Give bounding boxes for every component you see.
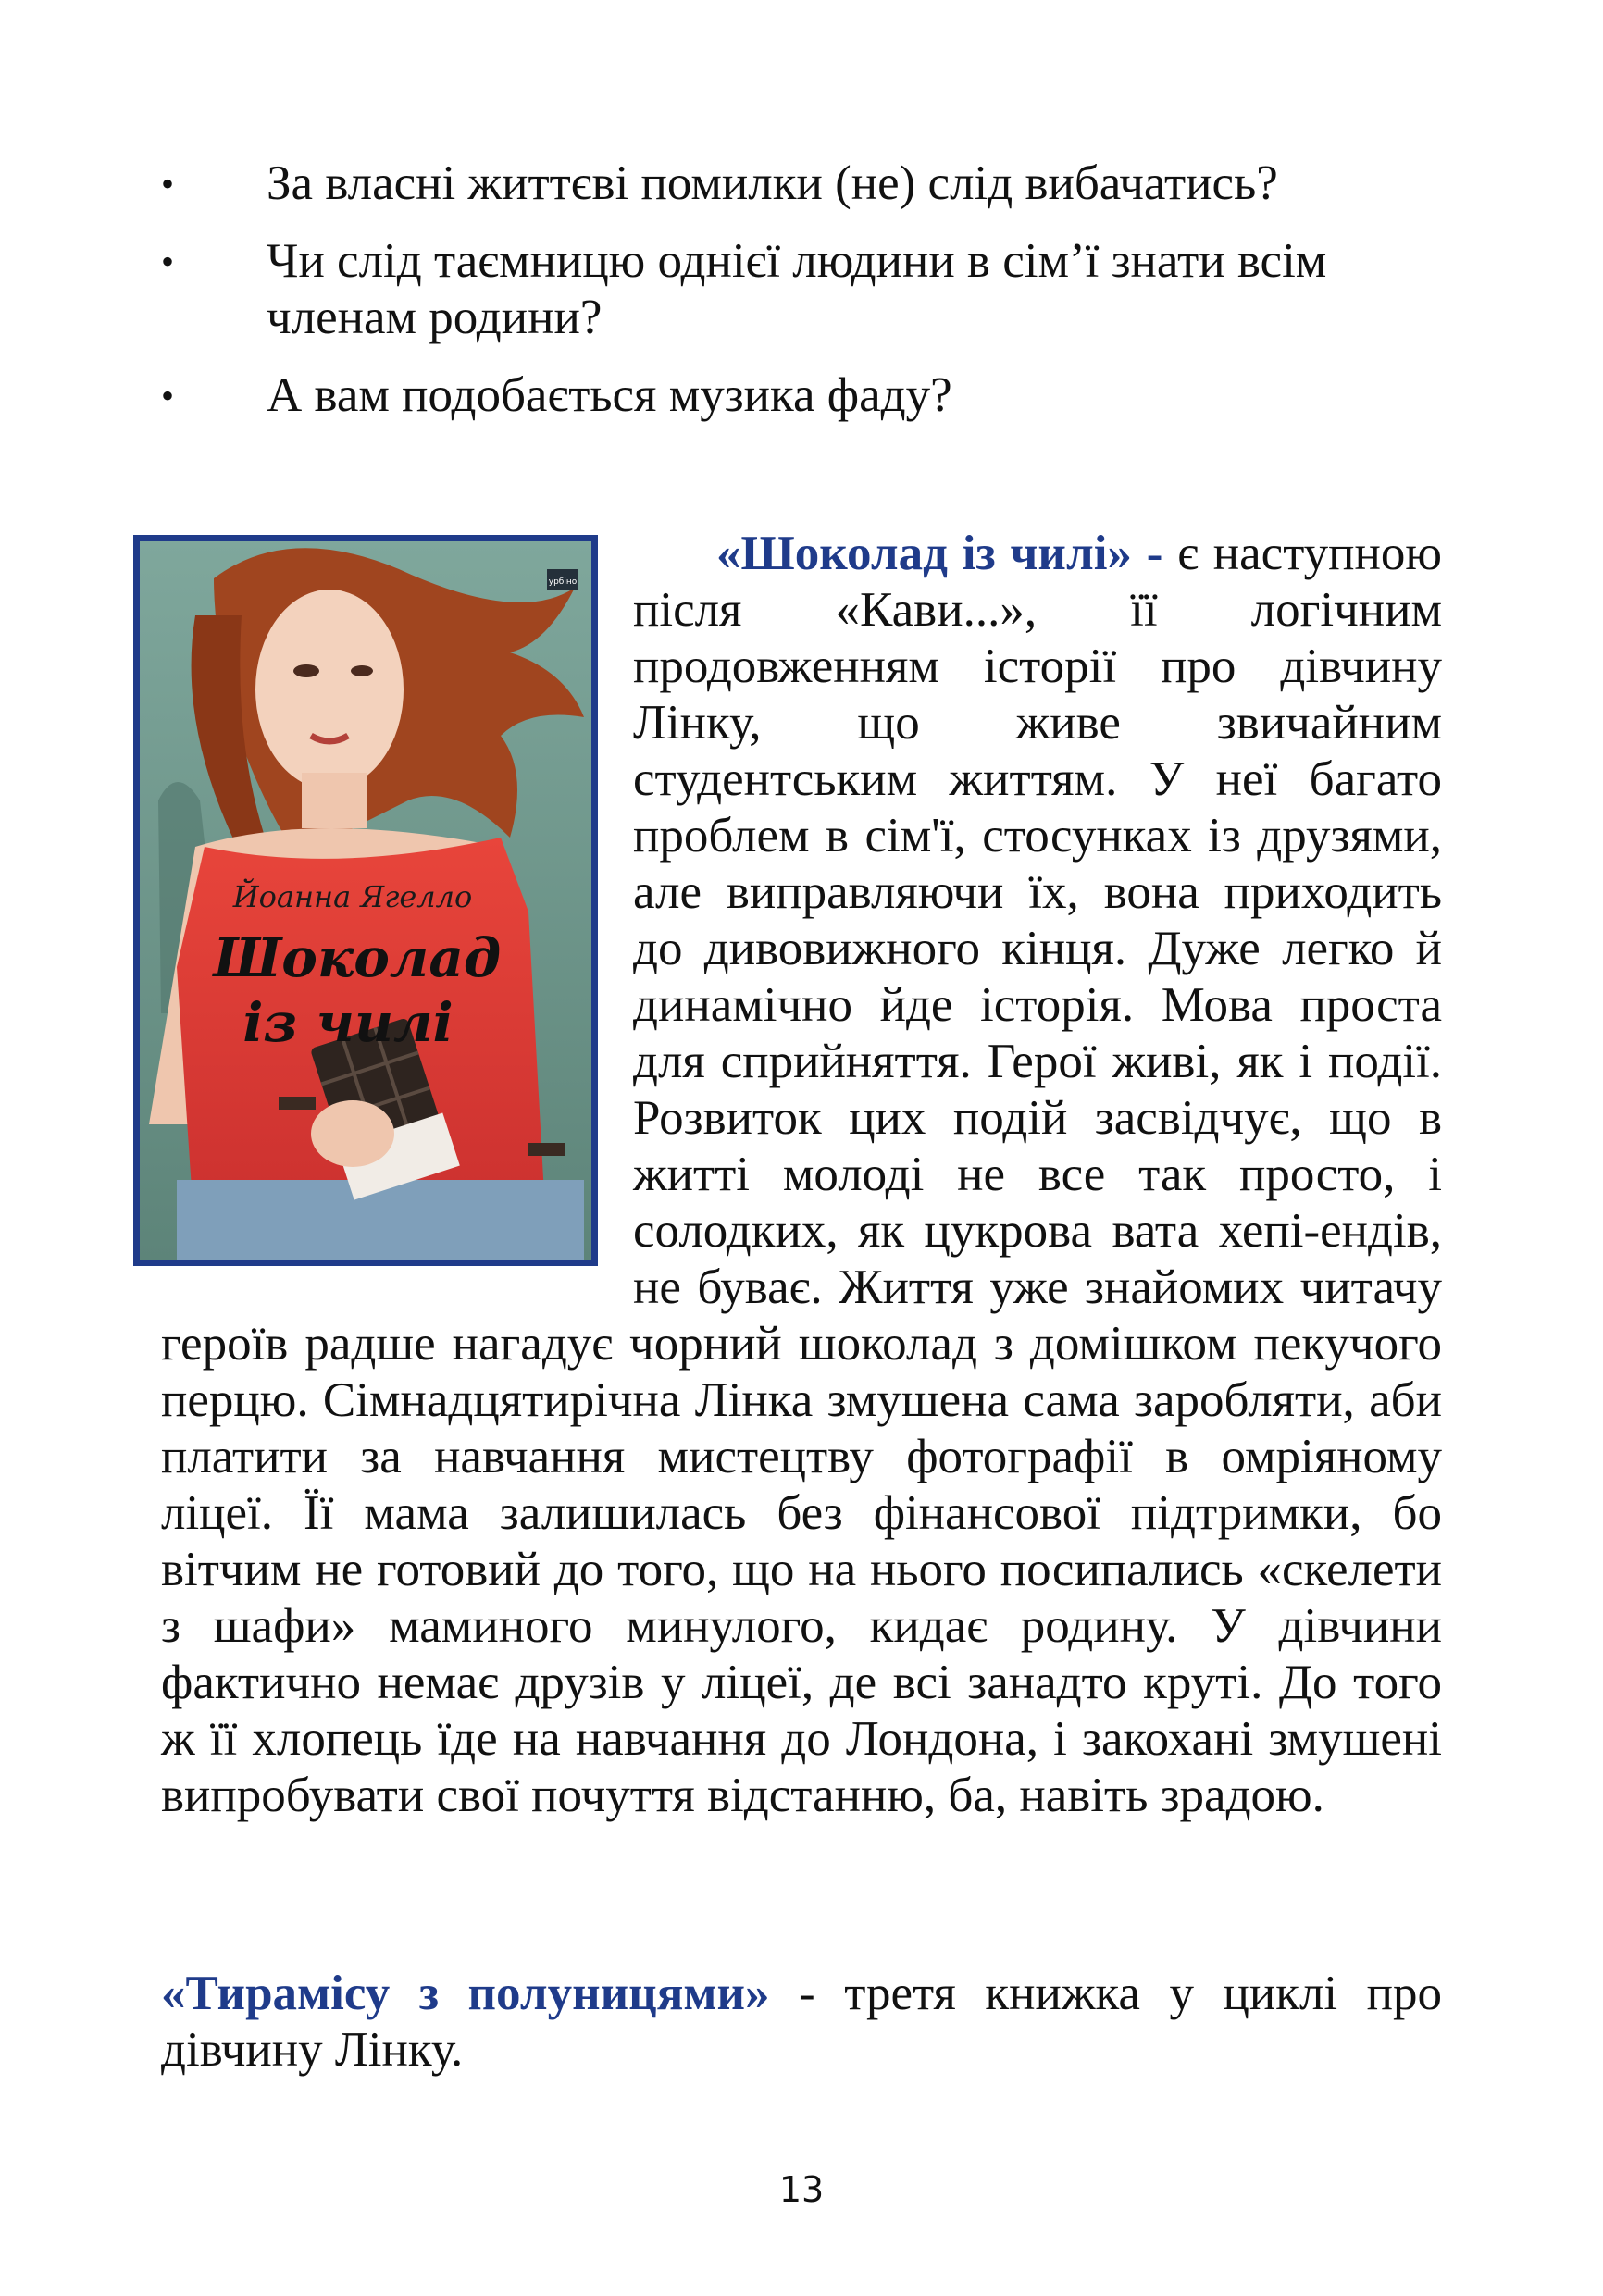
question-list xyxy=(157,155,1444,445)
list-item xyxy=(157,233,1444,346)
cover-author: Йоанна Ягелло xyxy=(232,879,473,914)
title-dash: - xyxy=(1131,527,1178,580)
cover-title-line2: із чилі xyxy=(242,991,454,1054)
question-text: За власні життєві помилки (не) слід вибачатись? xyxy=(267,156,1278,210)
book-description-tiramisu xyxy=(161,1966,1442,2079)
bullet-icon: • xyxy=(161,241,175,282)
cover-title-line1: Шоколад xyxy=(213,926,502,989)
book-description-chocolate xyxy=(161,526,1442,1824)
page-number: 13 xyxy=(778,2169,825,2210)
question-text: А вам подобається музика фаду? xyxy=(267,368,952,422)
publisher-logo: урбіно xyxy=(548,577,578,587)
book-title-tiramisu: «Тирамісу з полуницями» xyxy=(161,1967,770,2020)
list-item xyxy=(157,367,1444,424)
question-text: Чи слід таємницю однієї людини в сім’ї знати всім членам родини? xyxy=(267,234,1327,344)
bullet-icon: • xyxy=(161,375,175,416)
book-description-text: є наступною після «Кави...», її логічним продовженням історії про дівчину Лінку, що живе звичайним студентським життям. У неї багато проблем в сім'ї, стосунках із друзями, але виправляючи їх, вона приходить до дивовижного кінця. Дуже легко й динамічно йде історія. Мова проста для сприйняття. Герої живі, як і події. Розвиток цих подій засвідчує, що в житті молоді не все так просто, і солодких, як цукрова вата хепі-ендів, не буває. Життя уже знайомих читачу героїв радше нагадує чорний шоколад з домішком пекучого перцю. Сімнадцятирічна Лінка змушена сама заробляти, аби платити за навчання мистецтву фотографії в омріяному ліцеї. Її мама залишилась без фінансової підтримки, бо вітчим не готовий до того, що на нього посипались «скелети з шафи» маминого минулого, кидає родину. У дівчини фактично немає друзів у ліцеї, де всі занадто круті. До того ж її хлопець їде на навчання до Лондона, і закохані змушені випробувати свої почуття відстанню, ба, навіть зрадою. xyxy=(161,527,1442,1822)
book-title-chocolate: «Шоколад із чилі» xyxy=(716,527,1132,580)
book-description-tiramisu-text: - третя книжка у циклі про дівчину Лінку. xyxy=(161,1967,1442,2077)
list-item xyxy=(157,155,1444,212)
bullet-icon: • xyxy=(161,163,175,205)
cover-spacer xyxy=(161,526,633,1272)
